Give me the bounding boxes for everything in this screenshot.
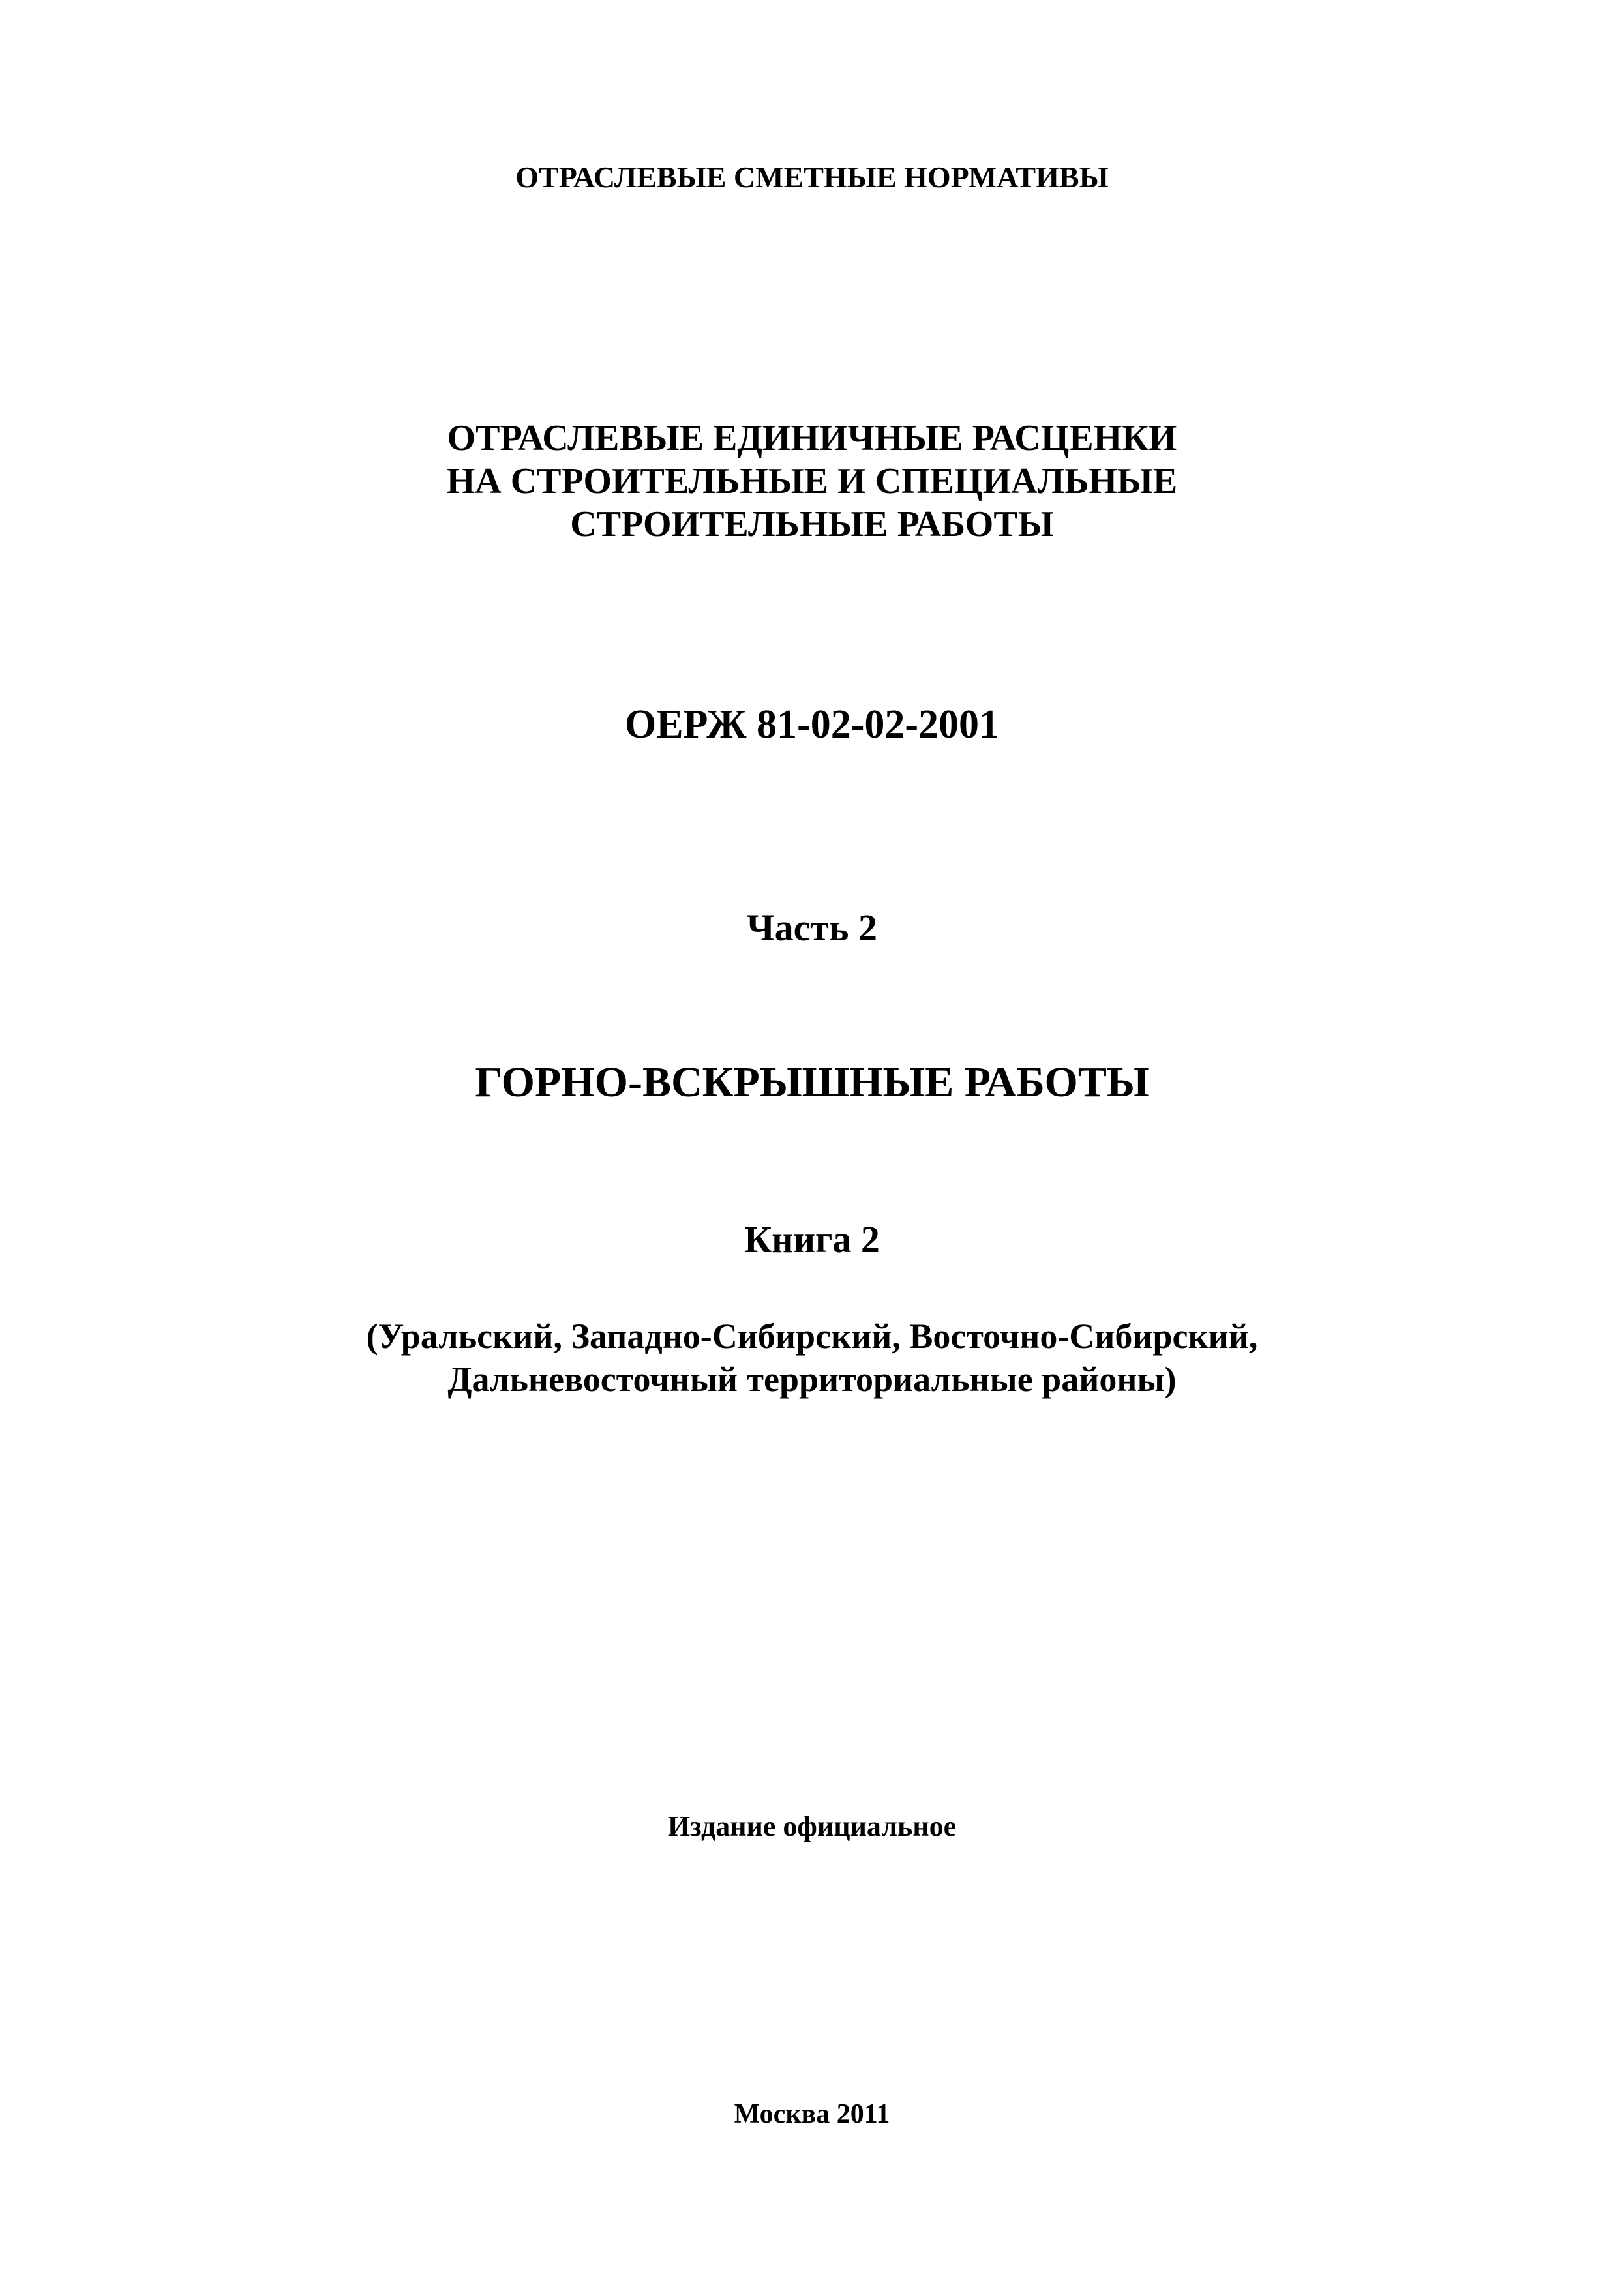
part-number: Часть 2: [747, 906, 877, 949]
book-number: Книга 2: [744, 1218, 880, 1261]
title-line: НА СТРОИТЕЛЬНЫЕ И СПЕЦИАЛЬНЫЕ: [446, 461, 1178, 501]
imprint: Москва 2011: [734, 2099, 890, 2129]
document-code: ОЕРЖ 81-02-02-2001: [624, 702, 999, 747]
title-line: ОТРАСЛЕВЫЕ ЕДИНИЧНЫЕ РАСЦЕНКИ: [447, 418, 1177, 458]
regions-line: Дальневосточный территориальные районы): [447, 1360, 1177, 1399]
regions-line: (Уральский, Западно-Сибирский, Восточно-Сибирский,: [366, 1317, 1258, 1356]
series-heading: ОТРАСЛЕВЫЕ СМЕТНЫЕ НОРМАТИВЫ: [515, 160, 1109, 194]
title-line: СТРОИТЕЛЬНЫЕ РАБОТЫ: [570, 504, 1054, 545]
edition-note: Издание официальное: [667, 1810, 957, 1842]
subject-title: ГОРНО-ВСКРЫШНЫЕ РАБОТЫ: [475, 1058, 1149, 1106]
